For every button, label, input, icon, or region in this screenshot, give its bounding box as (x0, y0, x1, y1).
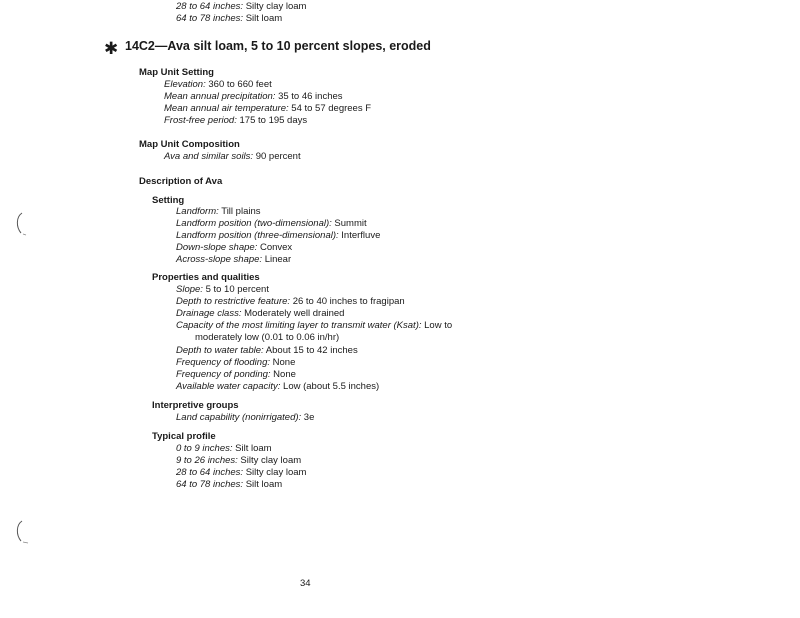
item-label: Across-slope shape: (176, 254, 263, 265)
setting-item (164, 103, 371, 114)
item-label: Down-slope shape: (176, 242, 258, 253)
item-value: Low (about 5.5 inches) (280, 381, 380, 392)
typical-profile-heading: Typical profile (152, 431, 216, 442)
item-value: 3e (301, 412, 315, 423)
item-label: Land capability (nonirrigated): (176, 412, 302, 423)
item-label: Landform position (two-dimensional): (176, 218, 332, 229)
desc-setting-item (176, 230, 380, 241)
map-unit-heading: 14C2—Ava silt loam, 5 to 10 percent slopes, eroded (125, 39, 431, 53)
item-value: About 15 to 42 inches (263, 345, 358, 356)
item-value: Silt loam (243, 13, 283, 24)
item-label: Available water capacity: (176, 381, 281, 392)
item-value: 175 to 195 days (236, 115, 308, 126)
item-label: Frequency of flooding: (176, 357, 271, 368)
property-item (176, 357, 295, 368)
item-label: Frost-free period: (164, 115, 237, 126)
item-value: 35 to 46 inches (275, 91, 343, 102)
item-value: 90 percent (253, 151, 301, 162)
property-item (176, 296, 405, 307)
desc-setting-item (176, 254, 291, 265)
item-label: Depth to water table: (176, 345, 264, 356)
item-label: 64 to 78 inches: (176, 479, 244, 490)
item-value: Interfluve (338, 230, 381, 241)
setting-item (164, 115, 307, 126)
item-value: None (270, 369, 296, 380)
item-value: None (270, 357, 296, 368)
item-value: Moderately well drained (241, 308, 345, 319)
item-label: Drainage class: (176, 308, 242, 319)
item-label: Ava and similar soils: (164, 151, 254, 162)
setting-heading: Setting (152, 195, 185, 206)
item-label: Depth to restrictive feature: (176, 296, 291, 307)
item-value: Silt loam (243, 479, 283, 490)
punch-hole-mark-icon (12, 518, 30, 548)
item-label: Landform position (three-dimensional): (176, 230, 339, 241)
top-profile-line-2 (176, 13, 282, 24)
item-label: Capacity of the most limiting layer to transmit water (Ksat): (176, 320, 422, 331)
profile-item (176, 443, 272, 454)
property-item-continued (195, 332, 339, 343)
item-label: 28 to 64 inches: (176, 467, 244, 478)
map-unit-composition-heading: Map Unit Composition (139, 139, 240, 150)
item-value: Silty clay loam (243, 467, 307, 478)
item-value: Silt loam (232, 443, 272, 454)
item-label: Frequency of ponding: (176, 369, 271, 380)
setting-item (164, 91, 343, 102)
properties-heading: Properties and qualities (152, 272, 260, 283)
property-item (176, 369, 296, 380)
item-value: Till plains (218, 206, 261, 217)
item-label: Slope: (176, 284, 203, 295)
item-value: 5 to 10 percent (202, 284, 269, 295)
description-heading: Description of Ava (139, 176, 223, 187)
item-value: 360 to 660 feet (205, 79, 272, 90)
item-label: 9 to 26 inches: (176, 455, 238, 466)
item-value: Silty clay loam (243, 1, 307, 12)
page-number: 34 (300, 578, 311, 589)
property-item (176, 284, 269, 295)
item-label: 0 to 9 inches: (176, 443, 233, 454)
top-profile-line-1 (176, 1, 306, 12)
item-label: Mean annual air temperature: (164, 103, 289, 114)
property-item (176, 308, 344, 319)
desc-setting-item (176, 242, 292, 253)
profile-item (176, 455, 301, 466)
asterisk-marker-icon: ✱ (104, 39, 119, 59)
interpretive-item (176, 412, 314, 423)
item-label: 64 to 78 inches: (176, 13, 244, 24)
profile-item (176, 467, 306, 478)
item-value: Silty clay loam (237, 455, 302, 466)
item-label: Landform: (176, 206, 219, 217)
item-value: Low to (421, 320, 453, 331)
item-value: moderately low (0.01 to 0.06 in/hr) (195, 332, 340, 343)
item-label: 28 to 64 inches: (176, 1, 244, 12)
item-value: 54 to 57 degrees F (288, 103, 372, 114)
setting-item (164, 79, 272, 90)
map-unit-setting-heading: Map Unit Setting (139, 67, 214, 78)
item-value: Convex (257, 242, 293, 253)
item-label: Mean annual precipitation: (164, 91, 276, 102)
item-value: Linear (262, 254, 292, 265)
property-item (176, 320, 452, 331)
punch-hole-mark-icon (12, 210, 30, 240)
item-value: 26 to 40 inches to fragipan (290, 296, 405, 307)
composition-item (164, 151, 301, 162)
item-value: Summit (331, 218, 367, 229)
property-item (176, 345, 358, 356)
profile-item (176, 479, 282, 490)
interpretive-groups-heading: Interpretive groups (152, 400, 239, 411)
desc-setting-item (176, 218, 367, 229)
property-item (176, 381, 379, 392)
item-label: Elevation: (164, 79, 206, 90)
desc-setting-item (176, 206, 261, 217)
